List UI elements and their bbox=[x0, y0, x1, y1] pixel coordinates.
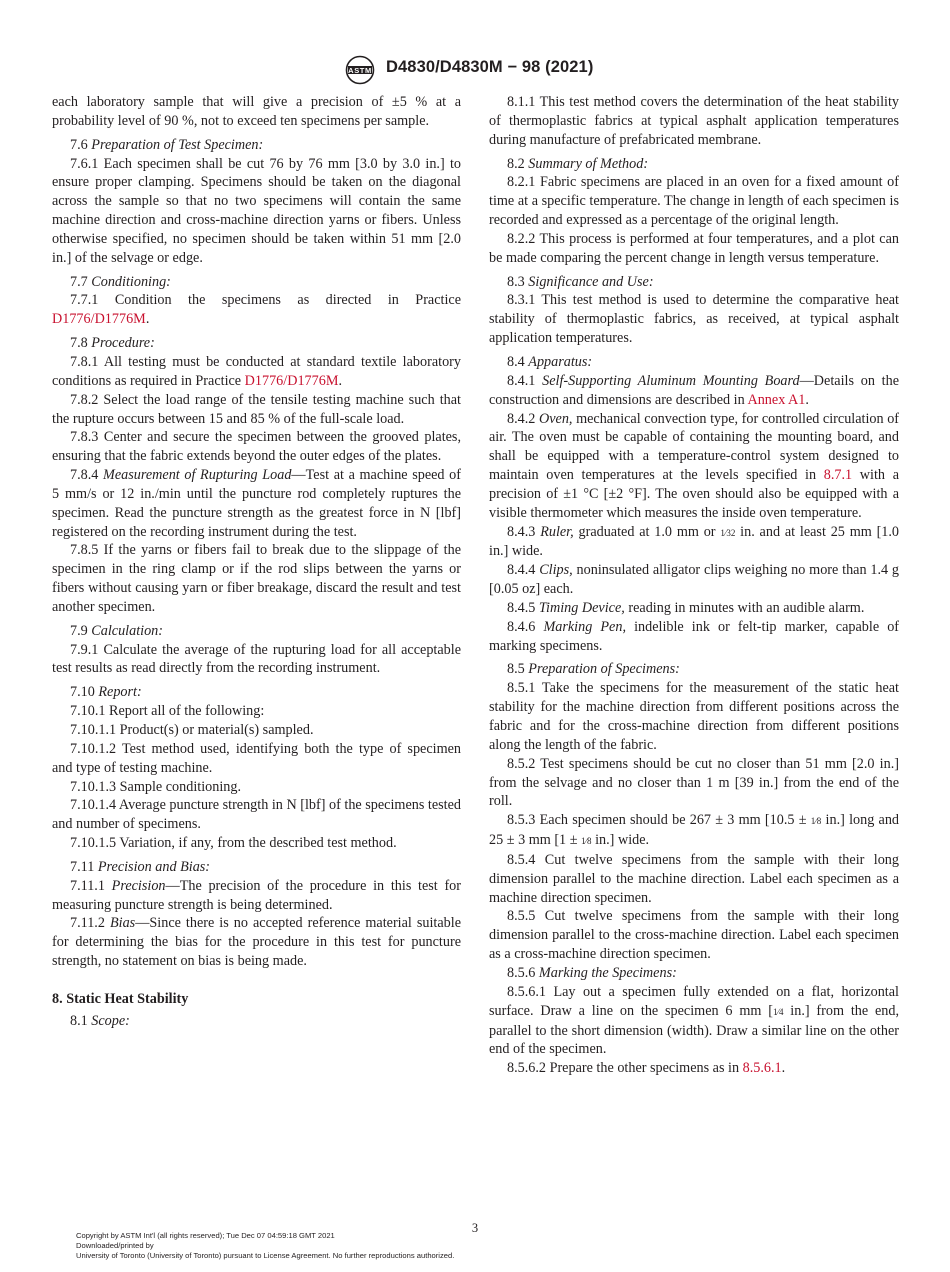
paragraph: 8.1.1 This test method covers the determination of the heat stability of thermoplastic fabrics at typical asphalt application temperatures during manufacture of prefabricated membrane. bbox=[489, 94, 899, 148]
footer-line: Downloaded/printed by bbox=[76, 1241, 154, 1250]
paragraph: 7.11.2 Bias—Since there is no accepted reference material suitable for determining the bias for the procedure in this test for puncture strength, no statement on bias is being made. bbox=[52, 915, 461, 970]
paragraph: 8.5.2 Test specimens should be cut no closer than 51 mm [2.0 in.] from the selvage and no closer than 1 m [39 in.] from the end of the roll. bbox=[489, 755, 899, 810]
paragraph: 8.5.1 Take the specimens for the measurement of the static heat stability for the machine direction from different positions across the fabric and for the cross-machine direction from different positions along the length of the fabric. bbox=[489, 680, 899, 753]
paragraph: 8.5.4 Cut twelve specimens from the sample with their long dimension parallel to the machine direction. Label each specimen as a machine direction specimen. bbox=[489, 851, 899, 906]
paragraph: 7.8.5 If the yarns or fibers fail to break due to the slippage of the specimen in the ring clamp or if the rod slips between the yarns or fibers without causing yarn or fiber breakage, discard the result and test another specimen. bbox=[52, 542, 461, 615]
paragraph: 8.5.3 Each specimen should be 267 ± 3 mm [10.5 ± 1⁄8 in.] long and 25 ± 3 mm [1 ± 1⁄8 in.] wide. bbox=[489, 812, 900, 849]
section-heading: 7.10 Report: bbox=[70, 684, 142, 701]
section-heading: 7.7 Conditioning: bbox=[70, 273, 171, 290]
section-8-7-1-link[interactable]: 8.7.1 bbox=[823, 467, 853, 484]
paragraph: 8.2.1 Fabric specimens are placed in an oven for a fixed amount of time at a specific temperature. The change in length of each specimen is recorded and expressed as a percentage of the original length. bbox=[489, 174, 899, 229]
paragraph: 7.8.1 All testing must be conducted at standard textile laboratory conditions as required in Practice D1776/D1776M. bbox=[52, 353, 461, 389]
paragraph: 8.2.2 This process is performed at four temperatures, and a plot can be made comparing the percent change in length versus temperature. bbox=[489, 230, 899, 266]
paragraph: 7.8.4 Measurement of Rupturing Load—Test at a machine speed of 5 mm/s or 12 in./min until the puncture rod completely ruptures the specimen. Read the puncture strength as the greatest force in N [lbf] registered on the recording instrument during the test. bbox=[52, 467, 461, 540]
paragraph: 7.9.1 Calculate the average of the rupturing load for all acceptable test results as read directly from the recording instrument. bbox=[52, 641, 461, 677]
section-heading: 7.8 Procedure: bbox=[70, 335, 155, 352]
paragraph: 8.5.5 Cut twelve specimens from the sample with their long dimension parallel to the cross-machine direction. Label each specimen as a cross-machine direction specimen. bbox=[489, 908, 899, 963]
paragraph: 8.4.1 Self-Supporting Aluminum Mounting Board—Details on the construction and dimensions are described in Annex A1. bbox=[489, 372, 899, 408]
section-heading: 8.4 Apparatus: bbox=[507, 353, 593, 370]
paragraph: 7.10.1.5 Variation, if any, from the described test method. bbox=[70, 835, 397, 852]
section-heading: 8.1 Scope: bbox=[70, 1012, 130, 1029]
paragraph: 7.10.1.3 Sample conditioning. bbox=[70, 778, 242, 795]
section-heading: 8.2 Summary of Method: bbox=[507, 155, 649, 172]
paragraph: 8.3.1 This test method is used to determine the comparative heat stability of thermoplastic fabrics, as received, at typical asphalt application temperatures. bbox=[489, 292, 899, 347]
astm-logo-icon bbox=[343, 55, 377, 85]
paragraph: 7.10.1.2 Test method used, identifying both the type of specimen and type of testing machine. bbox=[52, 740, 461, 776]
svg-text:ASTM: ASTM bbox=[348, 65, 372, 75]
paragraph: 8.4.2 Oven, mechanical convection type, for controlled circulation of air. The oven must be capable of containing the mounting board, and shall be equipped with a temperature-control system designed to maintain oven temperatures at the levels specified in 8.7.1 with a precision of ±1 °C [±2 °F]. The oven should also be equipped with a visible thermometer which measures the inside oven temperature. bbox=[489, 410, 900, 521]
paragraph: 8.4.3 Ruler, graduated at 1.0 mm or 1⁄32 in. and at least 25 mm [1.0 in.] wide. bbox=[489, 523, 900, 560]
paragraph: 7.6.1 Each specimen shall be cut 76 by 76 mm [3.0 by 3.0 in.] to ensure proper clamping. Specimens should be taken on the diagonal across the sample so that no two specimens will contain the same machine direction and cross-machine direction yarns or fibers. Unless otherwise specified, no specimen should be taken within 51 mm [2.0 in.] of the selvage or edge. bbox=[52, 155, 461, 266]
page-number: 3 bbox=[471, 1221, 479, 1235]
section-heading: 7.9 Calculation: bbox=[70, 622, 164, 639]
practice-d1776-link[interactable]: D1776/D1776M bbox=[52, 311, 146, 328]
section-8-5-6-1-link[interactable]: 8.5.6.1 bbox=[742, 1060, 782, 1077]
section-heading: 8.5.6 Marking the Specimens: bbox=[507, 964, 677, 981]
annex-a1-link[interactable]: Annex A1 bbox=[747, 391, 806, 408]
section-heading: 8.5 Preparation of Specimens: bbox=[507, 661, 680, 678]
footer-line: University of Toronto (University of Toronto) pursuant to License Agreement. No further reproductions authorized. bbox=[76, 1251, 455, 1260]
page-header bbox=[0, 55, 950, 85]
right-column bbox=[489, 93, 899, 1078]
paragraph: 8.5.6.1 Lay out a specimen fully extended on a flat, horizontal surface. Draw a line on the specimen 6 mm [1⁄4 in.] from the end, parallel to the short dimension (width). Draw a similar line on the other end of the specimen. bbox=[489, 983, 900, 1058]
section-heading: 8.3 Significance and Use: bbox=[507, 273, 654, 290]
paragraph: 7.10.1.1 Product(s) or material(s) sampled. bbox=[70, 722, 314, 738]
footer-line: Copyright by ASTM Int'l (all rights reserved); Tue Dec 07 04:59:18 GMT 2021 bbox=[76, 1231, 335, 1240]
paragraph: 7.11.1 Precision—The precision of the procedure in this test for measuring puncture strength is being determined. bbox=[52, 877, 461, 913]
paragraph: each laboratory sample that will give a precision of ±5 % at a probability level of 90 %, not to exceed ten specimens per sample. bbox=[52, 94, 461, 129]
practice-d1776-link[interactable]: D1776/D1776M bbox=[244, 372, 339, 389]
section-heading: 7.6 Preparation of Test Specimen: bbox=[70, 136, 264, 153]
paragraph: 7.10.1 Report all of the following: bbox=[70, 703, 265, 720]
paragraph: 8.4.6 Marking Pen, indelible ink or felt-tip marker, capable of marking specimens. bbox=[489, 618, 900, 654]
paragraph: 7.10.1.4 Average puncture strength in N [lbf] of the specimens tested and number of specimens. bbox=[52, 797, 461, 833]
copyright-footer bbox=[76, 1231, 454, 1261]
section-8-heading: 8. Static Heat Stability bbox=[52, 990, 189, 1007]
paragraph: 8.4.5 Timing Device, reading in minutes with an audible alarm. bbox=[507, 599, 865, 616]
document-designation: D4830/D4830M − 98 (2021) bbox=[386, 58, 594, 76]
paragraph: 7.8.3 Center and secure the specimen between the grooved plates, ensuring that the fabric extends beyond the outer edges of the plates. bbox=[52, 429, 461, 465]
section-heading: 7.11 Precision and Bias: bbox=[70, 858, 211, 875]
left-column bbox=[52, 93, 461, 1031]
paragraph: 8.5.6.2 Prepare the other specimens as in 8.5.6.1. bbox=[507, 1060, 786, 1077]
paragraph: 7.8.2 Select the load range of the tensile testing machine such that the rupture occurs between 15 and 85 % of the full-scale load. bbox=[52, 391, 461, 427]
paragraph: 8.4.4 Clips, noninsulated alligator clips weighing no more than 1.4 g [0.05 oz] each. bbox=[489, 562, 900, 598]
paragraph: 7.7.1 Condition the specimens as directed in Practice D1776/D1776M. bbox=[52, 292, 461, 328]
